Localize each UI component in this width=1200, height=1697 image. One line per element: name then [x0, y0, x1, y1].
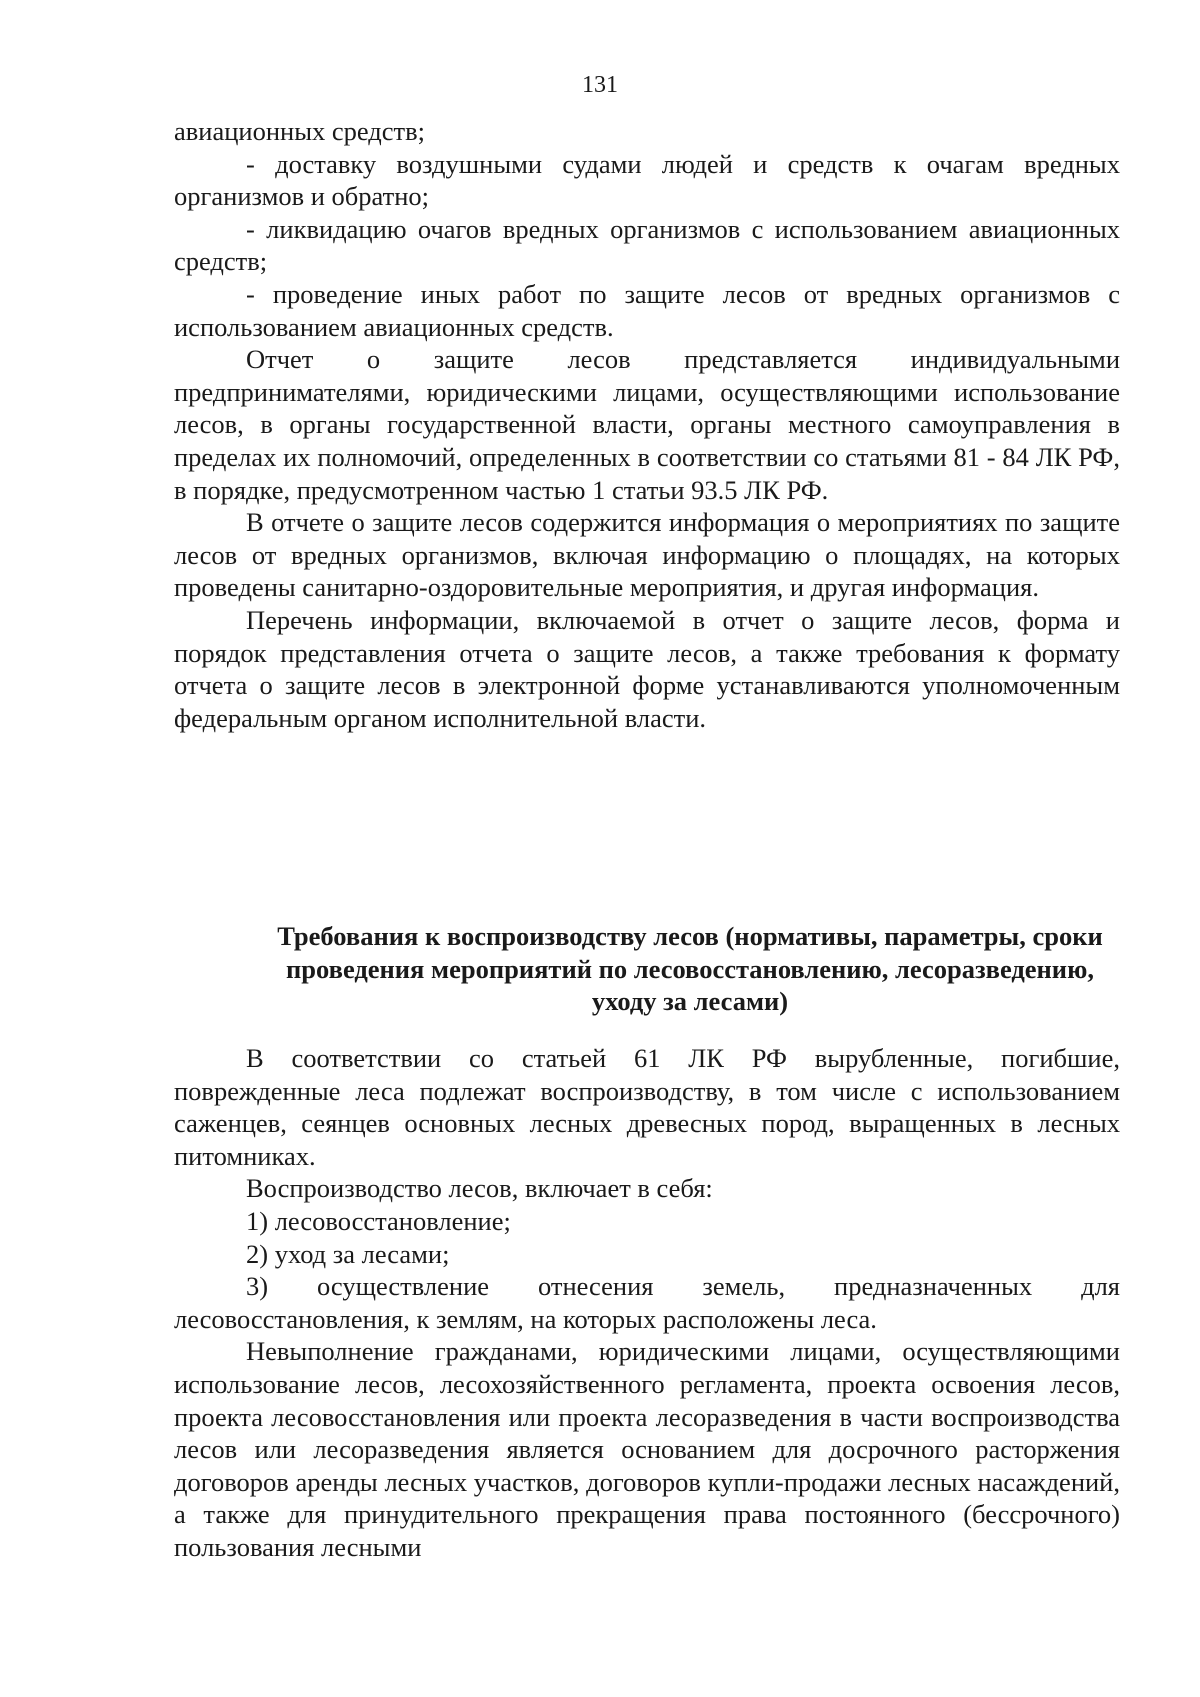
paragraph-aviation-continued: авиационных средств;	[174, 116, 425, 146]
bottom-section	[174, 1042, 1120, 1564]
paragraph-liquidation-item: - ликвидацию очагов вредных организмов с использованием авиационных средств;	[174, 213, 1120, 277]
paragraph-delivery-item: - доставку воздушными судами людей и средств к очагам вредных организмов и обратно;	[174, 148, 1120, 212]
list-item: 3) осуществление отнесения земель, предназначенных для лесовосстановления, к землям, на которых расположены леса.	[174, 1271, 1120, 1334]
page-number: 131	[582, 72, 618, 98]
paragraph-report-content: В отчете о защите лесов содержится информация о мероприятиях по защите лесов от вредных организмов, включая информацию о площадях, на которых проведены санитарно-оздоровительные мероприятия, и другая информация.	[174, 507, 1120, 603]
paragraph-report-submission: Отчет о защите лесов представляется индивидуальными предпринимателями, юридическими лицами, осуществляющими использование лесов, в органы государственной власти, органы местного самоуправления в пределах их полномочий, определенных в соответствии со статьями 81 - 84 ЛК РФ, в порядке, предусмотренном частью 1 статьи 93.5 ЛК РФ.	[174, 344, 1120, 505]
paragraph-other-works-item: - проведение иных работ по защите лесов от вредных организмов с использованием авиационных средств.	[174, 278, 1120, 342]
paragraph-non-fulfillment: Невыполнение гражданами, юридическими лицами, осуществляющими использование лесов, лесохозяйственного регламента, проекта освоения лесов, проекта лесовосстановления или проекта лесоразведения в части воспроизводства лесов или лесоразведения является основанием для досрочного расторжения договоров аренды лесных участков, договоров купли-продажи лесных насаждений, а также для принудительного прекращения права постоянного (бессрочного) пользования лесными	[174, 1336, 1120, 1562]
top-section	[174, 115, 1120, 734]
paragraph-report-format: Перечень информации, включаемой в отчет о защите лесов, форма и порядок представления отчета о защите лесов, а также требования к формату отчета о защите лесов в электронной форме устанавливаются уполномоченным федеральным органом исполнительной власти.	[174, 604, 1120, 733]
paragraph-article-61: В соответствии со статьей 61 ЛК РФ вырубленные, погибшие, поврежденные леса подлежат воспроизводству, в том числе с использованием саженцев, сеянцев основных лесных древесных пород, выращенных в лесных питомниках.	[174, 1043, 1120, 1171]
list-item: 1) лесовосстановление;	[246, 1205, 511, 1236]
list-lead: Воспроизводство лесов, включает в себя:	[246, 1173, 713, 1204]
list-item: 2) уход за лесами;	[246, 1238, 450, 1269]
section-heading: Требования к воспроизводству лесов (нормативы, параметры, сроки проведения мероприятий по лесовосстановлению, лесоразведению, уходу за лесами)	[277, 921, 1103, 1017]
